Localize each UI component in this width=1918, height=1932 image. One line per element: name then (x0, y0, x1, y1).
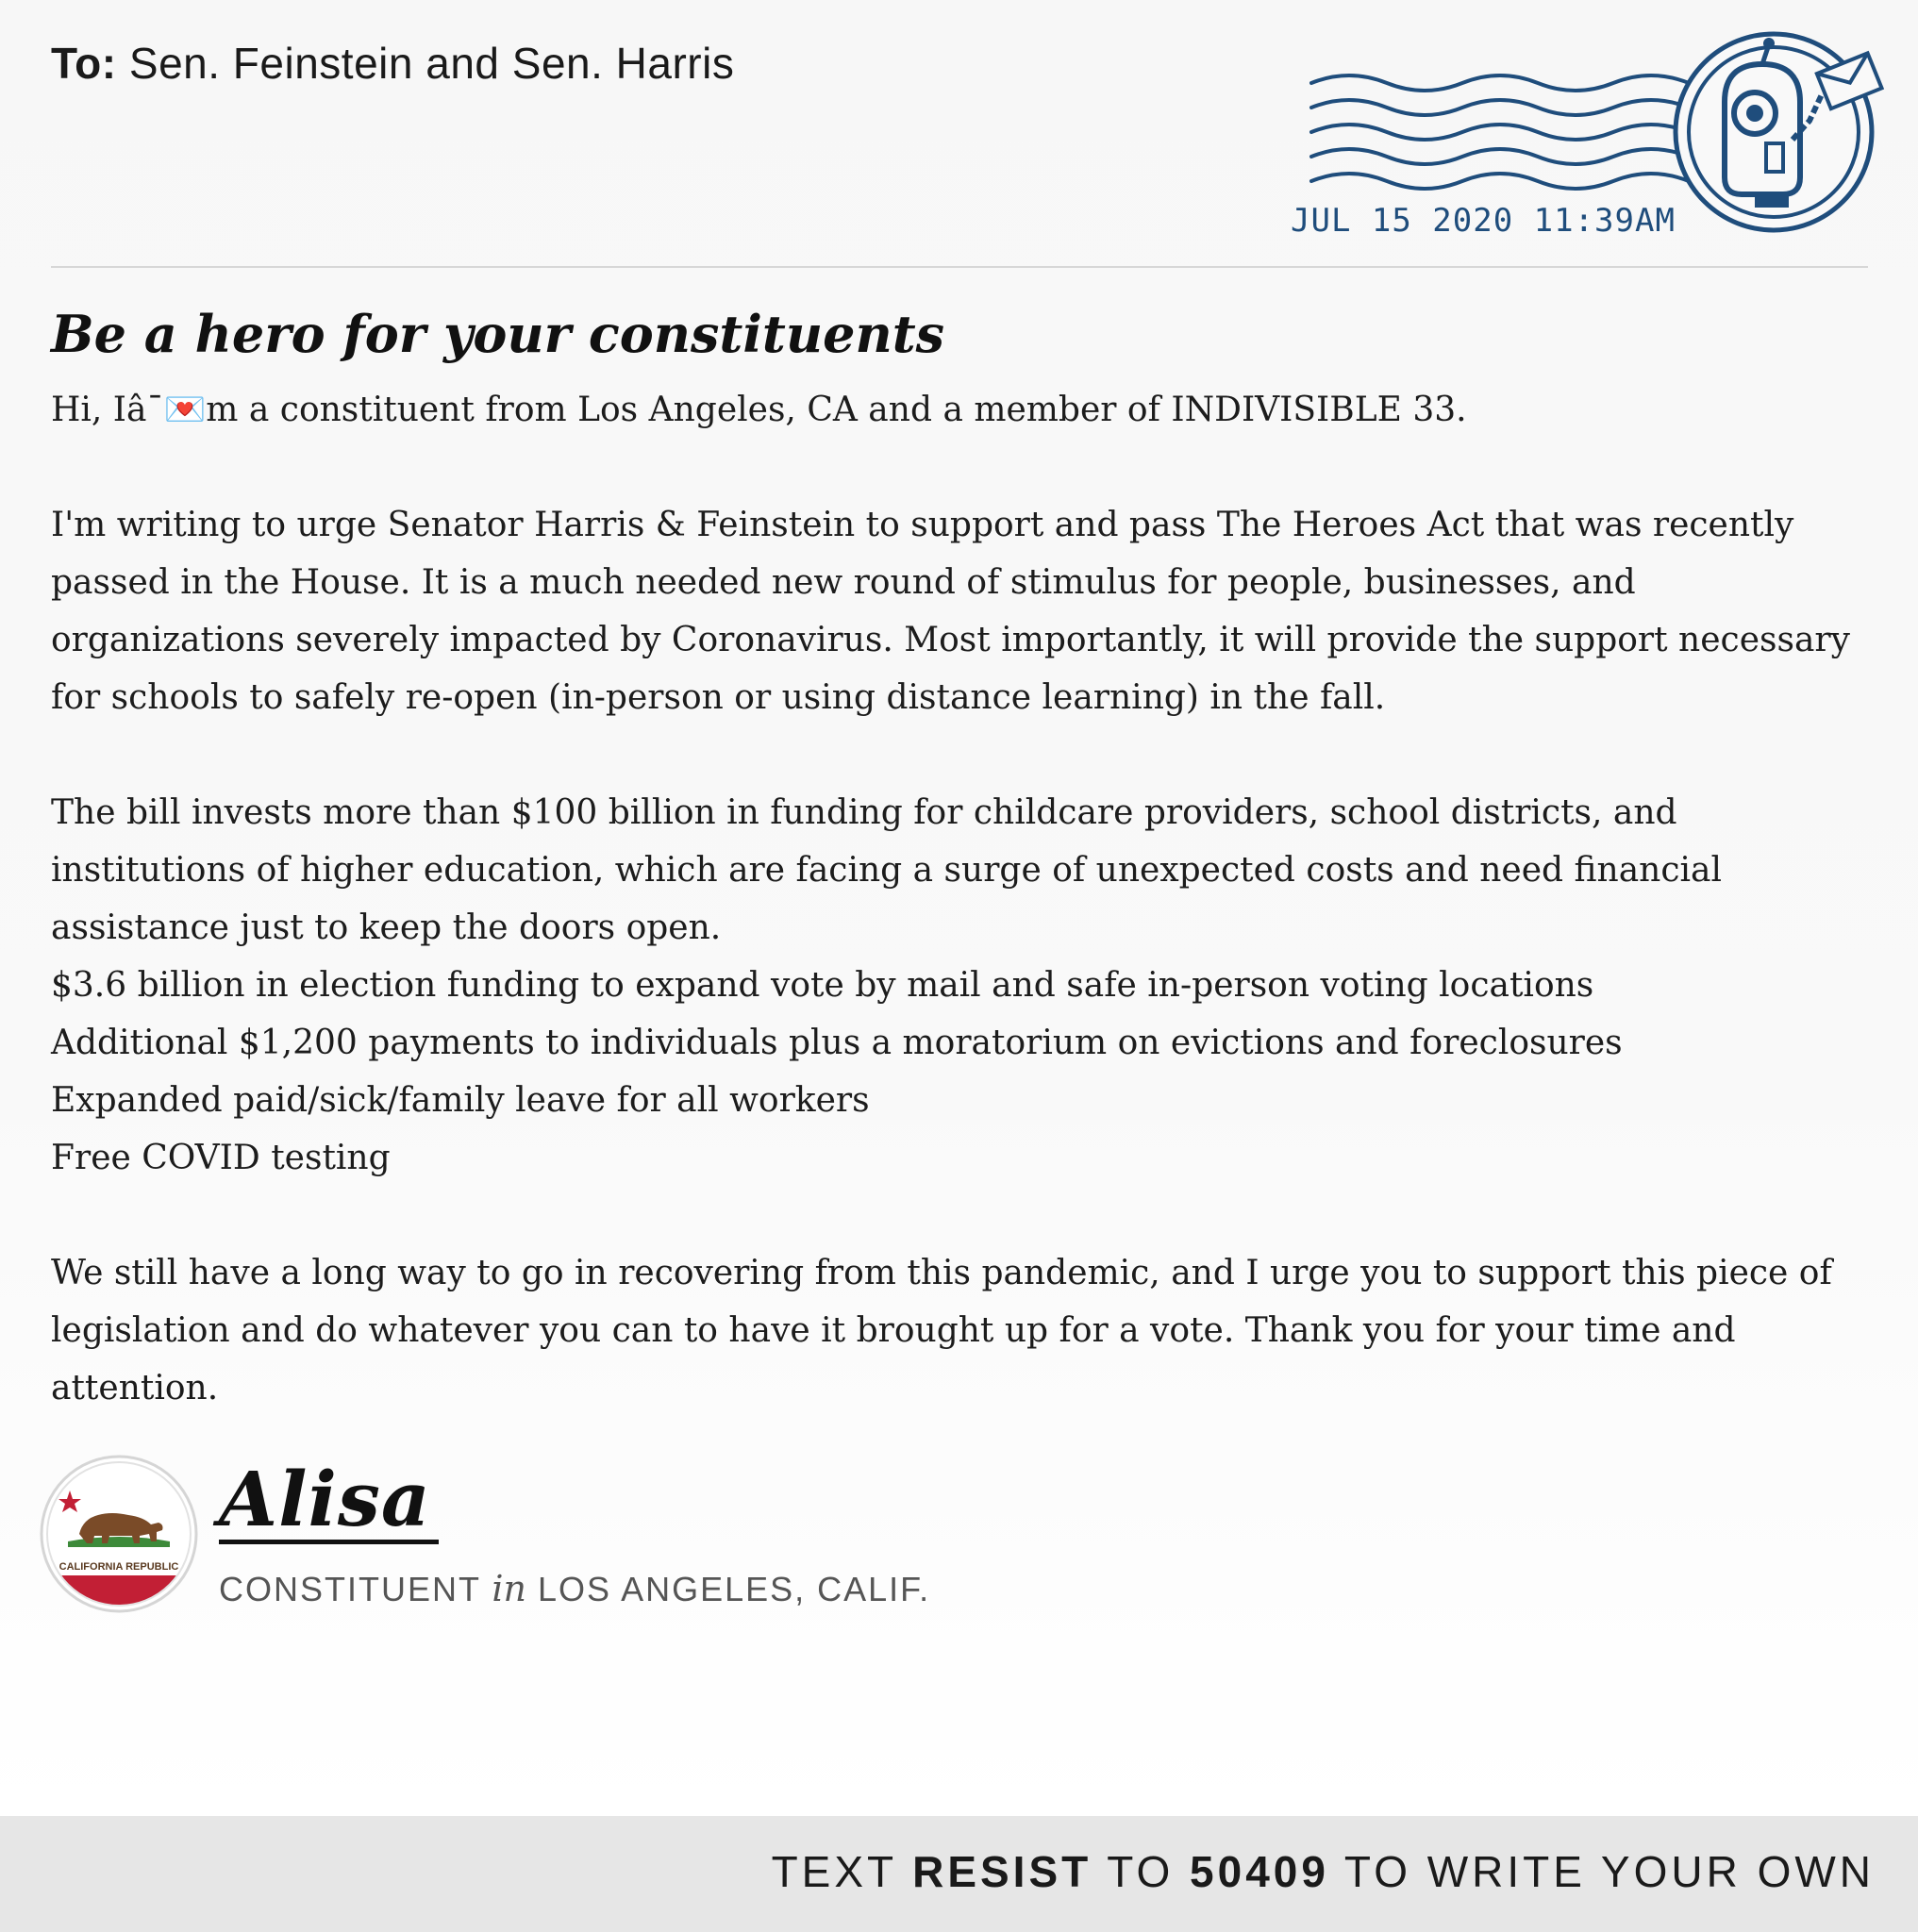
location-label: LOS ANGELES, CALIF. (538, 1570, 931, 1608)
recipient-line (51, 38, 734, 89)
text-to-write-cta (772, 1846, 1875, 1897)
list-item: Free COVID testing (51, 1139, 391, 1177)
funding-paragraph: The bill invests more than $100 billion in funding for childcare providers, school districts, and institutions of higher education, which are facing a surge of unexpected costs and need financial assistance just to keep the doors open. (51, 793, 1723, 947)
footer-keyword: RESIST (912, 1847, 1092, 1896)
letter-headline: Be a hero for your constituents (51, 304, 945, 364)
constituent-location (219, 1568, 930, 1609)
intro-paragraph: Hi, Iâ¯💌m a constituent from Los Angeles, CA and a member of INDIVISIBLE 33. (51, 391, 1467, 429)
list-item: Additional $1,200 payments to individuals plus a moratorium on evictions and foreclosures (51, 1024, 1623, 1062)
constituent-label: CONSTITUENT (219, 1570, 481, 1608)
footer-bar (0, 1816, 1918, 1932)
footer-text-word: TEXT (771, 1847, 897, 1896)
seal-text: CALIFORNIA REPUBLIC (58, 1561, 179, 1573)
footer-suffix: TO WRITE YOUR OWN (1343, 1847, 1875, 1896)
footer-to-word: TO (1107, 1847, 1175, 1896)
letter-body (51, 381, 1876, 1474)
signature-name: Alisa (219, 1458, 439, 1544)
header-divider (51, 266, 1868, 268)
footer-number: 50409 (1190, 1847, 1329, 1896)
recipients: Sen. Feinstein and Sen. Harris (128, 39, 735, 88)
california-flag-seal-icon (40, 1455, 198, 1613)
urge-paragraph: I'm writing to urge Senator Harris & Feinstein to support and pass The Heroes Act that was recently passed in the House. It is a much needed new round of stimulus for people, businesses, and organizations severely impacted by Coronavirus. Most importantly, it will provide the support necessary for schools to safely re-open (in-person or using distance learning) in the fall. (51, 506, 1850, 717)
postmark-date: JUL 15 2020 11:39AM (1291, 202, 1676, 240)
to-label: To: (51, 39, 117, 88)
in-word: in (492, 1568, 526, 1609)
list-item: Expanded paid/sick/family leave for all workers (51, 1081, 870, 1120)
closing-paragraph: We still have a long way to go in recovering from this pandemic, and I urge you to support this piece of legislation and do whatever you can to have it brought up for a vote. Thank you for your time and attention. (51, 1254, 1832, 1407)
list-item: $3.6 billion in election funding to expand vote by mail and safe in-person voting locations (51, 966, 1594, 1005)
